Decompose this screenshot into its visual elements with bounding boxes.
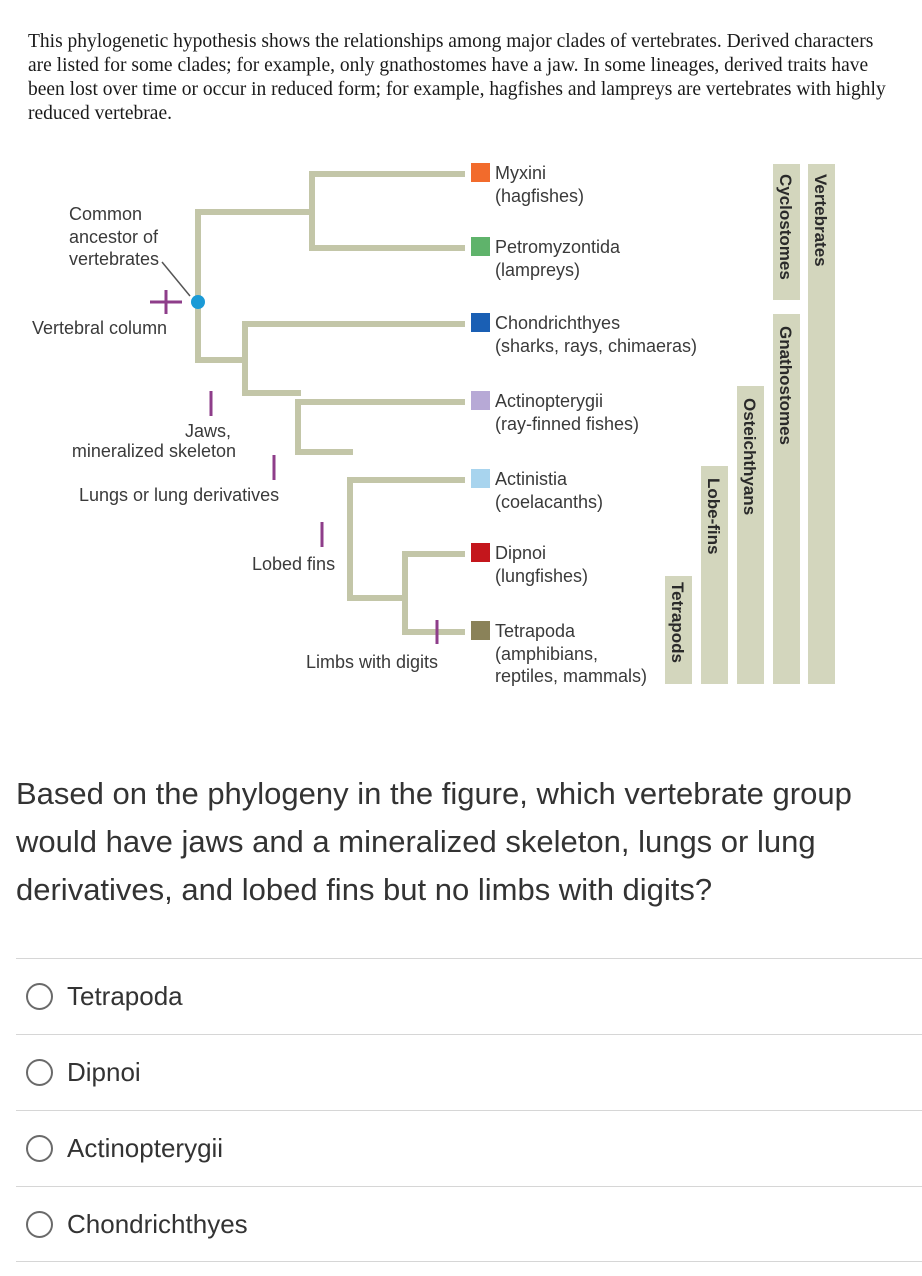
taxon-color-swatch: [471, 621, 490, 640]
clade-label-gnathostomes: Gnathostomes: [776, 326, 795, 446]
answer-options: [16, 958, 922, 1262]
taxon-common-name: (sharks, rays, chimaeras): [495, 336, 698, 356]
option-label: Actinopterygii: [67, 1133, 224, 1163]
taxon-color-swatch: [471, 391, 490, 410]
taxon-common-name: reptiles, mammals): [495, 666, 648, 686]
radio-button[interactable]: [26, 1135, 53, 1162]
clade-label-lobe-fins: Lobe-fins: [704, 478, 723, 555]
taxon-5: [471, 543, 588, 586]
clade-label-tetrapods: Tetrapods: [668, 582, 687, 663]
label-jaws: Jaws, mineralized skeleton: [71, 421, 236, 461]
option-tetrapoda[interactable]: [16, 958, 922, 1034]
radio-button[interactable]: [26, 1211, 53, 1238]
taxon-2: [471, 313, 697, 356]
taxon-name: Petromyzontida: [495, 237, 621, 257]
taxon-common-name: (ray-finned fishes): [495, 414, 640, 434]
radio-button[interactable]: [26, 983, 53, 1010]
label-lungs: Lungs or lung derivatives: [79, 485, 280, 505]
marker-vertebral-column: [150, 290, 182, 314]
label-vertebral-column: Vertebral column: [32, 318, 168, 338]
taxon-name: Actinopterygii: [495, 391, 604, 411]
taxon-name: Myxini: [495, 163, 547, 183]
ancestor-label: Common ancestor of vertebrates: [69, 204, 160, 269]
taxon-name: Tetrapoda: [495, 621, 576, 641]
taxon-name: Dipnoi: [495, 543, 547, 563]
branch-root: [198, 212, 312, 302]
ancestor-node: [191, 295, 205, 309]
taxon-3: [471, 391, 639, 434]
taxon-common-name: (hagfishes): [495, 186, 585, 206]
taxon-color-swatch: [471, 237, 490, 256]
label-limbs: Limbs with digits: [306, 652, 439, 672]
figure-caption: This phylogenetic hypothesis shows the relationships among major clades of vertebrates. Derived characters are listed for some clades; for example, only gnathostomes have a jaw. In some lineages, derived traits have been lost over time or occur in reduced form; for example, hagfishes and lampreys are vertebrates with highly reduced vertebrae.: [28, 31, 886, 124]
clade-label-osteichthyans: Osteichthyans: [740, 398, 759, 516]
question-text: Based on the phylogeny in the figure, which vertebrate group would have jaws and a mineralized skeleton, lungs or lung derivatives, and lobed fins but no limbs with digits?: [16, 776, 852, 907]
taxon-common-name: (amphibians,: [495, 644, 599, 664]
label-lobed-fins: Lobed fins: [252, 554, 336, 574]
taxon-common-name: (lungfishes): [495, 566, 589, 586]
taxon-color-swatch: [471, 313, 490, 332]
taxon-name: Chondrichthyes: [495, 313, 621, 333]
option-label: Chondrichthyes: [67, 1208, 248, 1239]
option-label: Tetrapoda: [67, 981, 183, 1011]
clade-label-cyclostomes: Cyclostomes: [776, 174, 795, 280]
taxon-name: Actinistia: [495, 469, 568, 489]
taxa-list: [471, 163, 697, 686]
taxon-color-swatch: [471, 469, 490, 488]
taxon-6: [471, 621, 647, 686]
option-chondrichthyes[interactable]: [16, 1186, 922, 1262]
taxon-common-name: (coelacanths): [495, 492, 604, 512]
taxon-4: [471, 469, 603, 512]
taxon-color-swatch: [471, 163, 490, 182]
radio-button[interactable]: [26, 1059, 53, 1086]
option-actinopterygii[interactable]: [16, 1110, 922, 1186]
taxon-color-swatch: [471, 543, 490, 562]
phylogenetic-tree: [0, 150, 922, 710]
taxon-common-name: (lampreys): [495, 260, 581, 280]
taxon-1: [471, 237, 621, 280]
branch-gnathostomes: [198, 302, 245, 360]
option-label: Dipnoi: [67, 1057, 141, 1087]
clade-label-vertebrates: Vertebrates: [811, 174, 830, 267]
taxon-0: [471, 163, 584, 206]
option-dipnoi[interactable]: [16, 1034, 922, 1110]
